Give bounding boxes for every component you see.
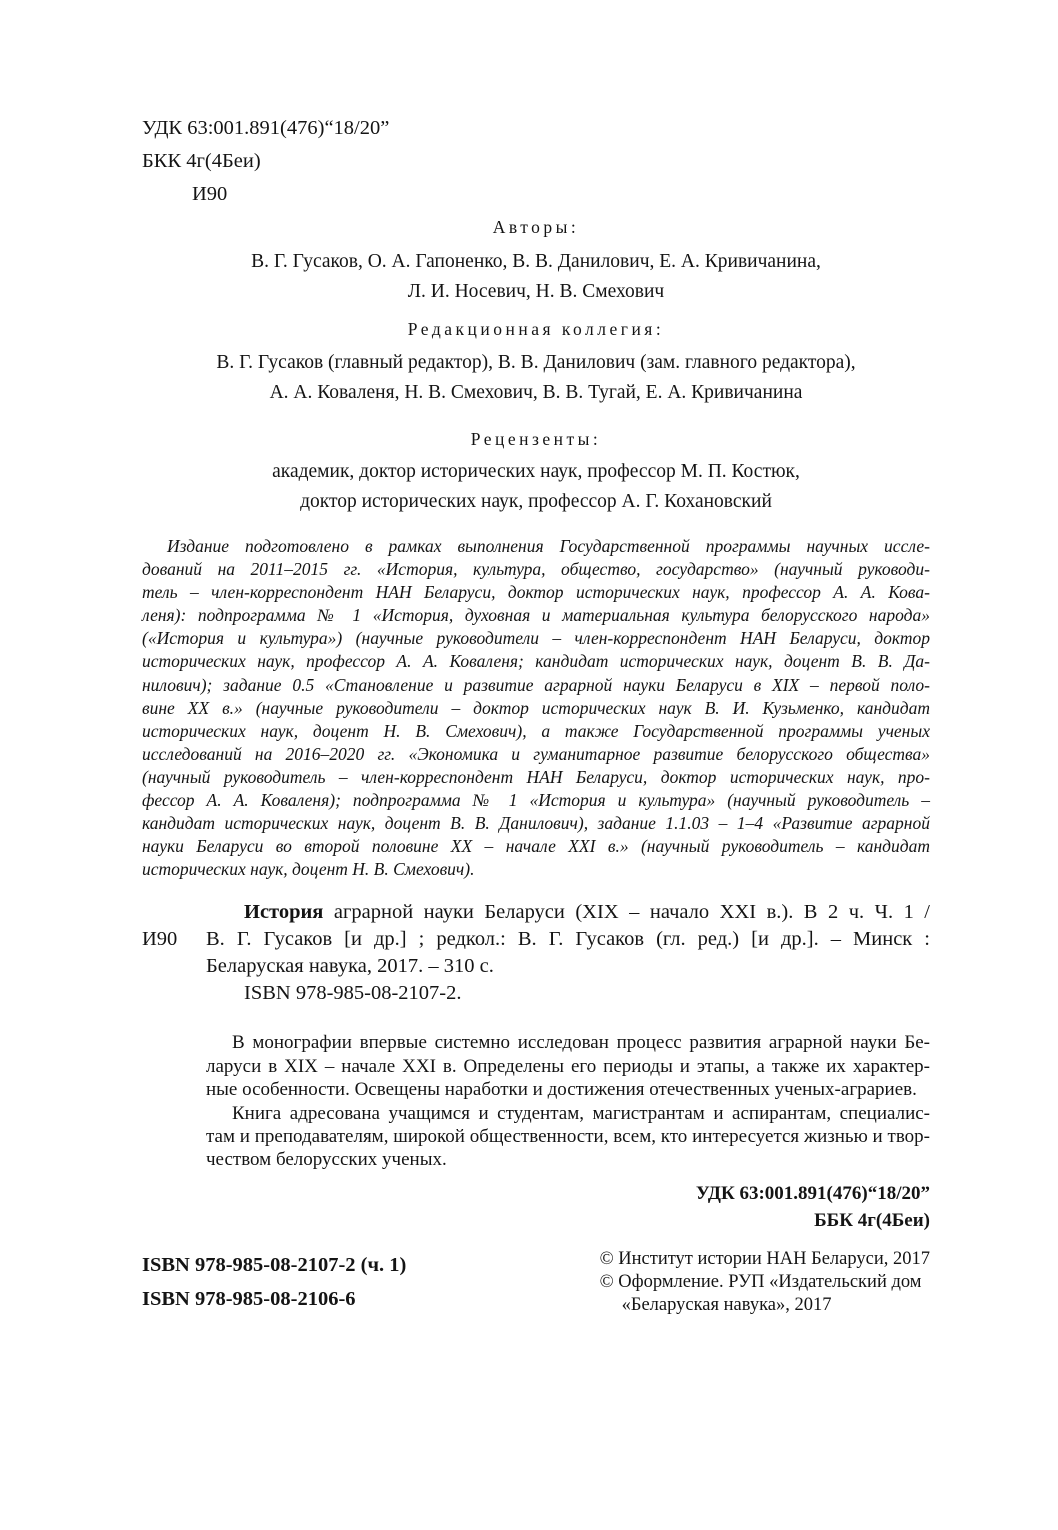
grant-note-line: науки Беларуси во второй половине XX – начале XXI в.» (научный руководитель – кандидат [142,836,930,857]
authors-heading: Авторы: [492,217,580,237]
annotation-line: чеством белорусских ученых. [206,1149,447,1171]
editorial-board-heading: Редакционная коллегия: [407,319,665,339]
reviewers-list [142,457,930,517]
grant-note-line: исторических наук, доцент Н. В. Смехович), а также Государственной программы ученых [142,720,930,741]
grant-note-line: вине XX в.» (научные руководители – доктор исторических наук В. И. Кузьменко, кандидат [142,697,930,718]
annotation-line: ные особенности. Освещены наработки и достижения отечественных ученых-аграриев. [206,1079,917,1101]
copyright-block [600,1248,930,1317]
annotation-line: В монографии впервые системно исследован процесс развития аграрной науки Бе- [232,1032,930,1054]
grant-note-line: нилович); задание 0.5 «Становление и развитие аграрной науки Беларуси в XIX – первой поло- [142,674,930,695]
authors-line: Л. И. Носевич, Н. В. Смехович [407,281,665,302]
authors-list [142,247,930,307]
catalog-card-line: Беларуская навука, 2017. – 310 с. [206,955,494,978]
copyright-design: © Оформление. РУП «Издательский дом [599,1271,922,1292]
reviewer-line: академик, доктор исторических наук, профессор М. П. Костюк, [272,461,800,482]
editorial-line: А. А. Коваленя, Н. В. Смехович, В. В. Тугай, Е. А. Кривичанина [269,382,803,403]
catalog-card-line [206,899,930,926]
grant-note [142,535,930,881]
grant-note-line: леня): подпрограмма № 1 «История, духовная и материальная культура белорусского народа» [142,605,930,626]
bbk-number-bottom: ББК 4г(4Беи) [814,1209,930,1231]
annotation-line: там и преподавателям, широкой общественности, всем, кто интересуется жизнью и твор- [206,1126,930,1148]
reviewer-line: доктор исторических наук, профессор А. Г. Кохановский [300,491,772,512]
annotation [142,1031,930,1171]
grant-note-line: фессор А. А. Коваленя); подпрограмма № 1 «История и культура» (научный руководитель – [142,790,930,811]
isbn-line: ISBN 978-985-08-2107-2. [244,982,462,1005]
classification-block [142,112,930,211]
grant-note-line: дований на 2011–2015 гг. «История, культура, общество, государство» (научный руководи- [142,559,930,580]
catalog-card [142,899,930,1007]
book-title: История [244,901,324,924]
annotation-line: Книга адресована учащимся и студентам, магистрантам и аспирантам, специалис- [232,1102,930,1124]
copyright-institute: © Институт истории НАН Беларуси, 2017 [599,1248,930,1269]
grant-note-line: тель – член-корреспондент НАН Беларуси, доктор исторических наук, профессор А. А. Кова- [142,582,930,603]
grant-note-line: кандидат исторических наук, доцент В. В. Данилович), задание 1.1.03 – 1–4 «Развитие аграрной [142,813,930,834]
grant-note-line: исследований на 2016–2020 гг. «Экономика и гуманитарное развитие белорусского общества» [142,743,930,764]
reviewers-heading: Рецензенты: [470,429,602,449]
grant-note-line: Издание подготовлено в рамках выполнения Государственной программы научных иссле- [167,536,930,556]
udc-number: УДК 63:001.891(476)“18/20” [142,117,390,139]
grant-note-line: (научный руководитель – член-корреспондент НАН Беларуси, доктор исторических наук, про- [142,766,930,787]
annotation-line: ларуси в XIX – начале XXI в. Определены его периоды и этапы, а также их характер- [206,1055,930,1077]
editorial-line: В. Г. Гусаков (главный редактор), В. В. Данилович (зам. главного редактора), [216,352,856,373]
grant-note-line: исторических наук, доцент Н. В. Смехович). [142,859,475,880]
isbn-block [142,1248,406,1316]
author-sign-mark: И90 [192,183,228,205]
catalog-card-title-rest: аграрной науки Беларуси (XIX – начало XXI в.). В 2 ч. Ч. 1 / [323,901,930,924]
isbn-set: ISBN 978-985-08-2106-6 [142,1287,356,1310]
isbn-part1: ISBN 978-985-08-2107-2 (ч. 1) [142,1253,407,1276]
udc-number-bottom: УДК 63:001.891(476)“18/20” [695,1182,930,1204]
authors-line: В. Г. Гусаков, О. А. Гапоненко, В. В. Данилович, Е. А. Кривичанина, [251,251,821,272]
imprint-footer [142,1248,930,1317]
classification-block-bottom [142,1180,930,1234]
grant-note-line: («История и культура») (научные руководители – член-корреспондент НАН Беларуси, доктор [142,628,930,649]
catalog-card-line: В. Г. Гусаков [и др.] ; редкол.: В. Г. Гусаков (гл. ред.) [и др.]. – Минск : [206,928,930,951]
bkk-number: БКК 4г(4Беи) [142,150,261,172]
editorial-board-list [142,348,930,408]
author-sign-mark: И90 [142,928,178,951]
grant-note-line: исторических наук, профессор А. А. Коваленя; кандидат исторических наук, доцент В. В. Да- [142,651,930,672]
copyright-design-continued: «Беларуская навука», 2017 [621,1294,832,1315]
